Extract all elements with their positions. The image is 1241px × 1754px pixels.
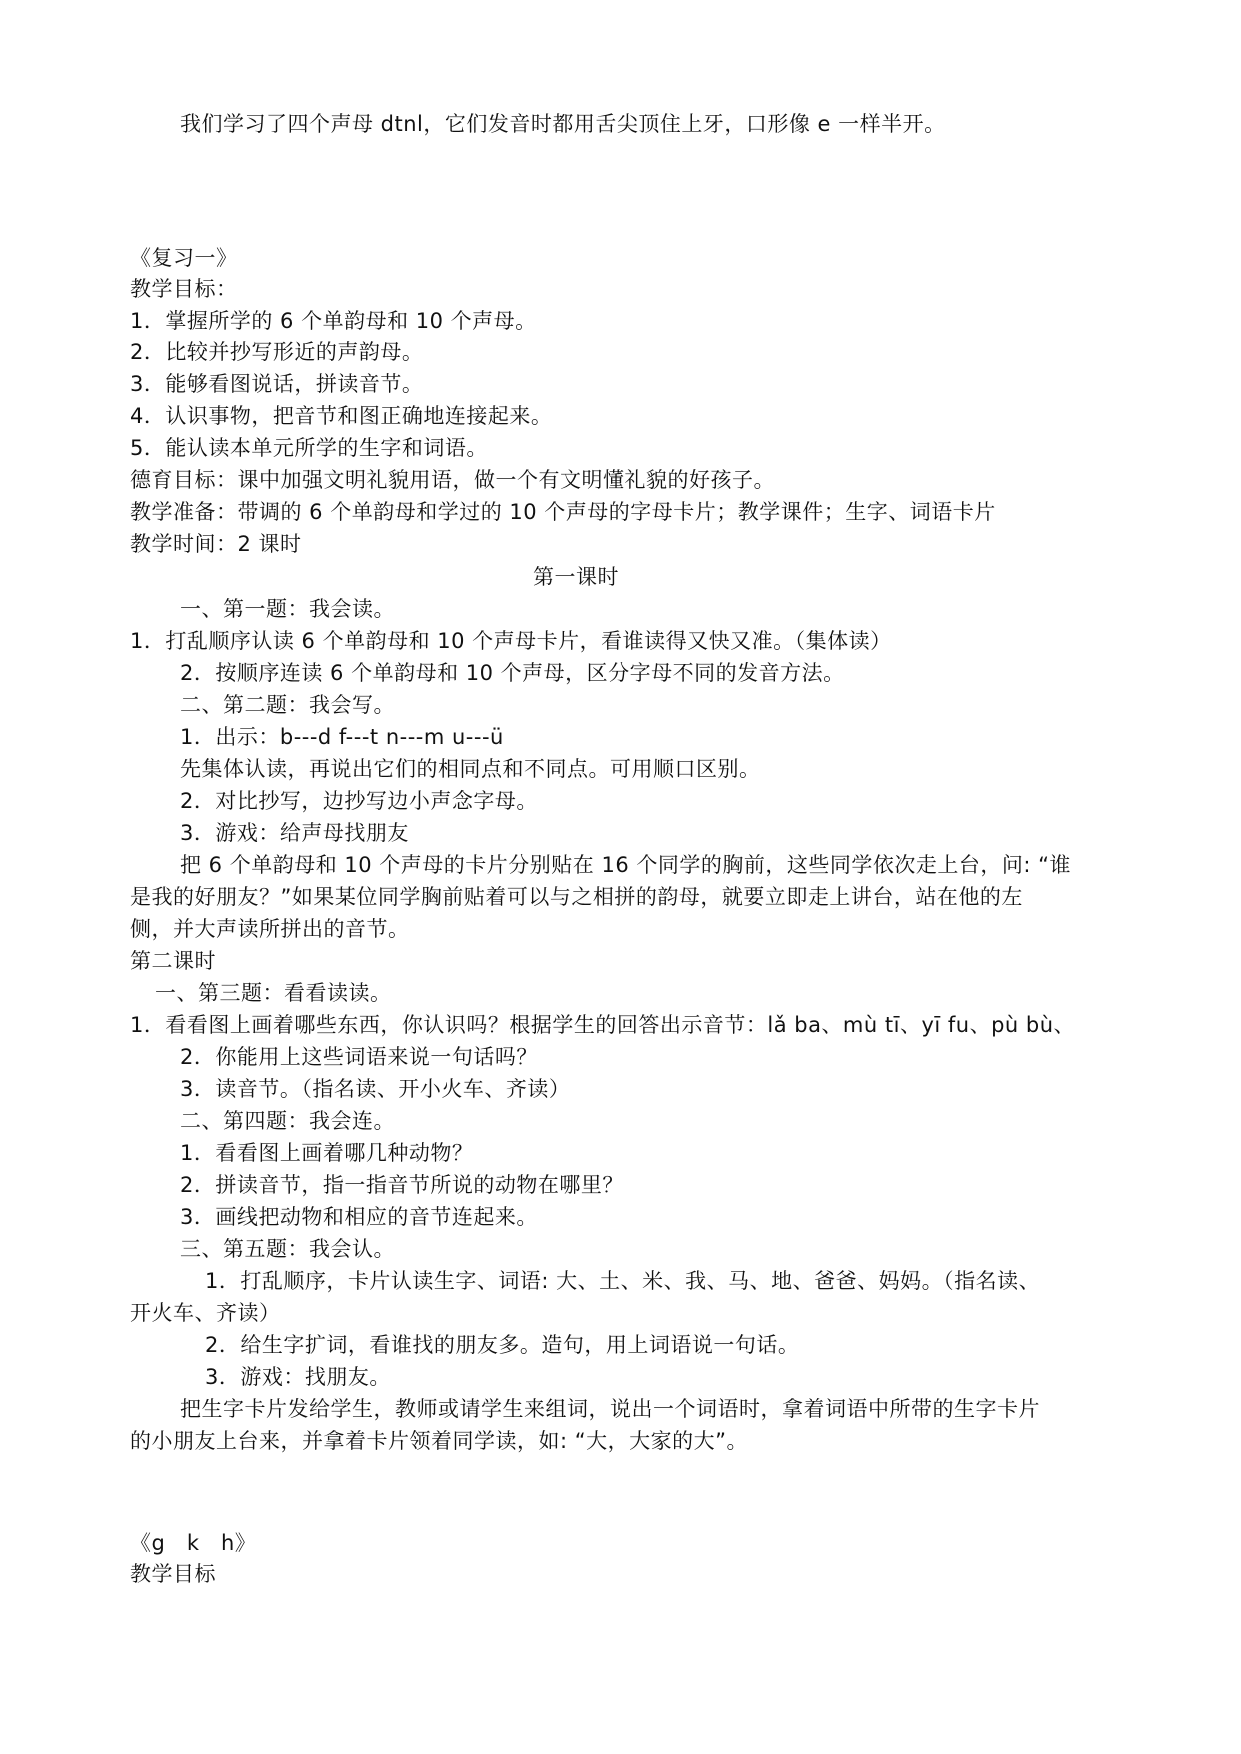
text-line: 2．拼读音节，指一指音节所说的动物在哪里？ bbox=[180, 1173, 624, 1197]
text-line: 1．掌握所学的 6 个单韵母和 10 个声母。 bbox=[130, 309, 537, 333]
text-line: 二、第二题：我会写。 bbox=[180, 693, 395, 717]
text-line: 一、第一题：我会读。 bbox=[180, 597, 395, 621]
text-line: 先集体认读，再说出它们的相同点和不同点。可用顺口区别。 bbox=[180, 757, 761, 781]
section-title: 《g k h》 bbox=[130, 1531, 257, 1555]
text-line: 1．看看图上画着哪几种动物？ bbox=[180, 1141, 474, 1165]
text-line: 1．打乱顺序，卡片认读生字、词语: 大、土、米、我、马、地、爸爸、妈妈。（指名读、 bbox=[205, 1269, 1041, 1293]
text-line: 是我的好朋友？”如果某位同学胸前贴着可以与之相拼的韵母，就要立即走上讲台，站在他的左 bbox=[130, 885, 1023, 909]
text-line: 2．对比抄写，边抄写边小声念字母。 bbox=[180, 789, 538, 813]
text-line: 3．能够看图说话，拼读音节。 bbox=[130, 372, 424, 396]
text-line: 三、第五题：我会认。 bbox=[180, 1237, 395, 1261]
text-line: 4．认识事物，把音节和图正确地连接起来。 bbox=[130, 404, 553, 428]
text-line: 一、第三题：看看读读。 bbox=[155, 981, 392, 1005]
text-line: 教学目标 bbox=[130, 1562, 216, 1586]
lesson-heading: 第一课时 bbox=[533, 565, 619, 589]
text-line: 2．按顺序连读 6 个单韵母和 10 个声母，区分字母不同的发音方法。 bbox=[180, 661, 845, 685]
text-line: 3．游戏：给声母找朋友 bbox=[180, 821, 409, 845]
text-line: 教学目标： bbox=[130, 277, 238, 301]
text-line: 2．比较并抄写形近的声韵母。 bbox=[130, 340, 424, 364]
text-line: 我们学习了四个声母 dtnl，它们发音时都用舌尖顶住上牙，口形像 e 一样半开。 bbox=[180, 112, 946, 136]
lesson-heading: 第二课时 bbox=[130, 949, 216, 973]
text-line: 2．你能用上这些词语来说一句话吗？ bbox=[180, 1045, 538, 1069]
text-line: 1．打乱顺序认读 6 个单韵母和 10 个声母卡片，看谁读得又快又准。（集体读） bbox=[130, 629, 892, 653]
text-line: 开火车、齐读） bbox=[130, 1301, 281, 1325]
text-line: 德育目标：课中加强文明礼貌用语，做一个有文明懂礼貌的好孩子。 bbox=[130, 468, 775, 492]
text-line: 5．能认读本单元所学的生字和词语。 bbox=[130, 436, 488, 460]
text-line: 二、第四题：我会连。 bbox=[180, 1109, 395, 1133]
text-line: 1．看看图上画着哪些东西，你认识吗？根据学生的回答出示音节：lǎ ba、mù tī、yī fu、pù bù、 bbox=[130, 1013, 1076, 1037]
section-title: 《复习一》 bbox=[130, 246, 238, 270]
text-line: 2．给生字扩词，看谁找的朋友多。造句，用上词语说一句话。 bbox=[205, 1333, 800, 1357]
text-line: 3．读音节。（指名读、开小火车、齐读） bbox=[180, 1077, 571, 1101]
text-line: 侧，并大声读所拼出的音节。 bbox=[130, 917, 410, 941]
text-line: 3．画线把动物和相应的音节连起来。 bbox=[180, 1205, 538, 1229]
text-line: 的小朋友上台来，并拿着卡片领着同学读，如: “大，大家的大”。 bbox=[130, 1429, 749, 1453]
text-line: 把 6 个单韵母和 10 个声母的卡片分别贴在 16 个同学的胸前，这些同学依次走上台，问: “谁 bbox=[180, 853, 1071, 877]
text-line: 教学时间：2 课时 bbox=[130, 532, 302, 556]
text-line: 1．出示：b---d f---t n---m u---ü bbox=[180, 725, 504, 749]
text-line: 3．游戏：找朋友。 bbox=[205, 1365, 391, 1389]
text-line: 把生字卡片发给学生，教师或请学生来组词，说出一个词语时，拿着词语中所带的生字卡片 bbox=[180, 1397, 1040, 1421]
text-line: 教学准备：带调的 6 个单韵母和学过的 10 个声母的字母卡片；教学课件；生字、词语卡片 bbox=[130, 500, 996, 524]
